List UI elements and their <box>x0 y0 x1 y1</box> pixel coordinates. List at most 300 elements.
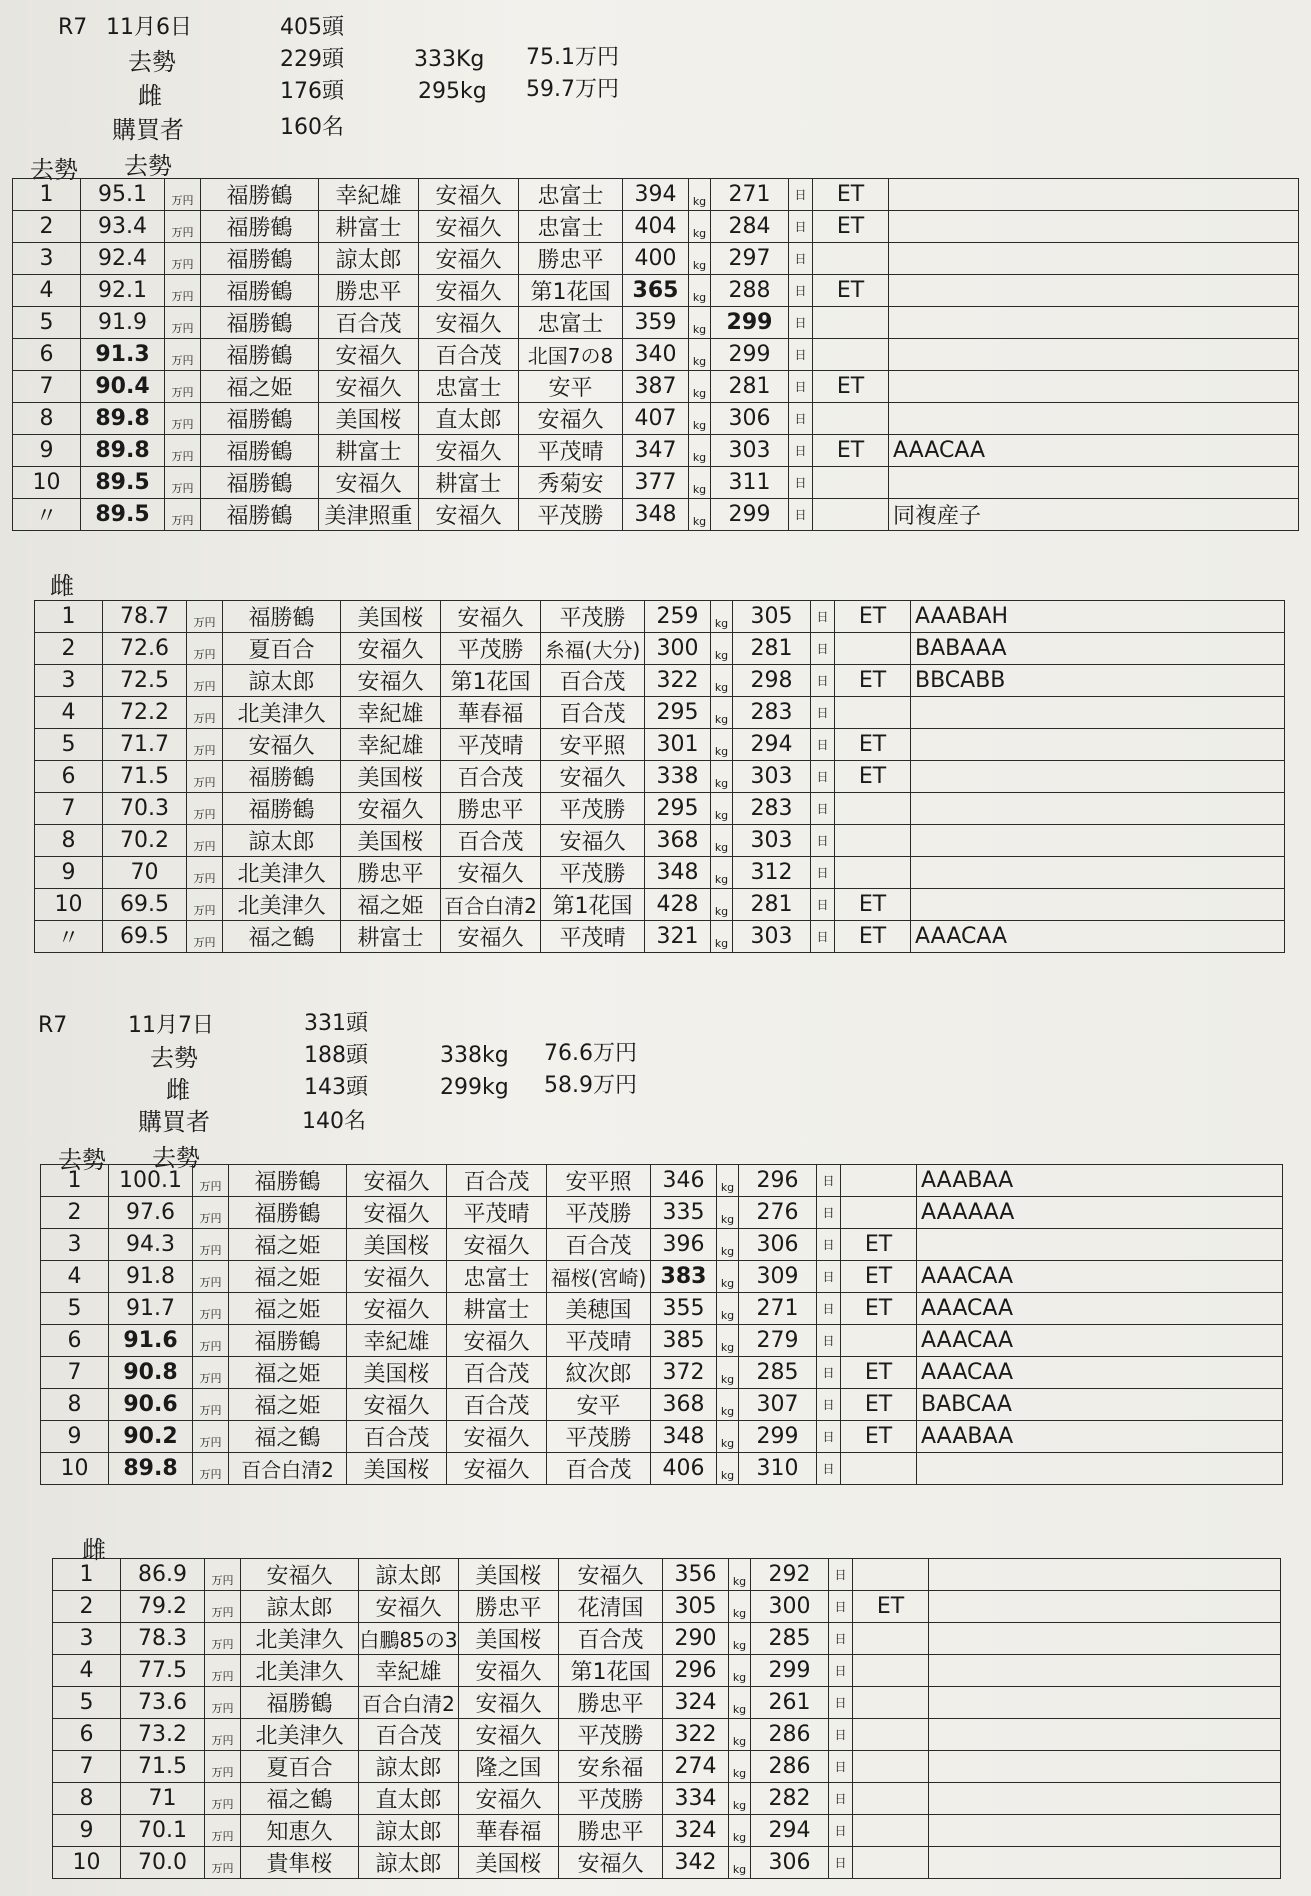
rank-cell: 6 <box>13 339 81 371</box>
price-cell: 70 <box>103 857 187 889</box>
rank-cell: 2 <box>53 1591 121 1623</box>
table-row <box>41 1325 1283 1357</box>
table-row <box>35 825 1285 857</box>
race-label: R7 <box>58 15 88 40</box>
grand-dam-sire-cell: 平茂晴 <box>447 1197 547 1229</box>
price-cell: 91.6 <box>109 1325 193 1357</box>
table-row <box>35 697 1285 729</box>
weight-cell: 348 <box>651 1421 717 1453</box>
age-days-cell: 284 <box>711 211 789 243</box>
rank-cell: 10 <box>53 1847 121 1879</box>
note-cell: AAACAA <box>917 1357 1283 1389</box>
et-cell: ET <box>835 665 911 697</box>
weight-cell: 300 <box>645 633 711 665</box>
age-days-cell: 261 <box>751 1687 829 1719</box>
rank-cell: 6 <box>53 1719 121 1751</box>
price-cell: 93.4 <box>81 211 165 243</box>
dam-sire-cell: 諒太郎 <box>359 1559 459 1591</box>
price-cell: 69.5 <box>103 889 187 921</box>
price-unit-cell: 万円 <box>187 697 223 729</box>
grand-dam-sire-cell: 美国桜 <box>459 1559 559 1591</box>
steer-avg-price: 75.1万円 <box>526 45 619 70</box>
note-cell: BABCAA <box>917 1389 1283 1421</box>
et-cell: ET <box>841 1421 917 1453</box>
price-cell: 100.1 <box>109 1165 193 1197</box>
day-unit-cell: 日 <box>829 1719 853 1751</box>
weight-cell: 359 <box>623 307 689 339</box>
sire-cell: 夏百合 <box>241 1751 359 1783</box>
age-days-cell: 312 <box>733 857 811 889</box>
et-cell <box>853 1847 929 1879</box>
dam-sire-cell: 耕富士 <box>341 921 441 953</box>
weight-unit-cell: kg <box>689 371 711 403</box>
great-grand-dam-sire-cell: 北国7の8 <box>519 339 623 371</box>
sire-cell: 福勝鶴 <box>201 435 319 467</box>
note-cell <box>889 339 1299 371</box>
et-cell: ET <box>813 211 889 243</box>
day-unit-cell: 日 <box>811 601 835 633</box>
great-grand-dam-sire-cell: 平茂勝 <box>541 601 645 633</box>
grand-dam-sire-cell: 第1花国 <box>441 665 541 697</box>
age-days-cell: 306 <box>739 1229 817 1261</box>
dam-sire-cell: 美国桜 <box>341 601 441 633</box>
weight-cell: 321 <box>645 921 711 953</box>
grand-dam-sire-cell: 安福久 <box>447 1325 547 1357</box>
sire-cell: 福之鶴 <box>241 1783 359 1815</box>
table-row <box>13 403 1299 435</box>
great-grand-dam-sire-cell: 勝忠平 <box>519 243 623 275</box>
steer-avg-weight: 333Kg <box>414 47 485 72</box>
price-cell: 70.0 <box>121 1847 205 1879</box>
dam-sire-cell: 諒太郎 <box>359 1815 459 1847</box>
sire-cell: 福勝鶴 <box>241 1687 359 1719</box>
price-cell: 72.5 <box>103 665 187 697</box>
day-unit-cell: 日 <box>811 633 835 665</box>
sire-cell: 諒太郎 <box>223 825 341 857</box>
note-cell <box>929 1815 1281 1847</box>
heifer-avg-weight: 295kg <box>418 79 487 104</box>
age-days-cell: 283 <box>733 697 811 729</box>
table-row <box>41 1165 1283 1197</box>
great-grand-dam-sire-cell: 糸福(大分) <box>541 633 645 665</box>
table-row <box>53 1623 1281 1655</box>
grand-dam-sire-cell: 安福久 <box>441 601 541 633</box>
age-days-cell: 285 <box>739 1357 817 1389</box>
day-unit-cell: 日 <box>811 729 835 761</box>
price-cell: 79.2 <box>121 1591 205 1623</box>
rank-cell: 4 <box>13 275 81 307</box>
price-cell: 71.5 <box>103 761 187 793</box>
grand-dam-sire-cell: 百合茂 <box>447 1389 547 1421</box>
note-cell <box>911 761 1285 793</box>
rank-cell: 1 <box>53 1559 121 1591</box>
rank-cell: 9 <box>41 1421 109 1453</box>
rank-cell: 3 <box>53 1623 121 1655</box>
day-unit-cell: 日 <box>817 1453 841 1485</box>
table-row <box>13 499 1299 531</box>
et-cell <box>853 1655 929 1687</box>
weight-unit-cell: kg <box>729 1591 751 1623</box>
note-cell <box>889 467 1299 499</box>
heifer-avg-weight: 299kg <box>440 1075 509 1100</box>
great-grand-dam-sire-cell: 安平 <box>547 1389 651 1421</box>
day-unit-cell: 日 <box>789 371 813 403</box>
age-days-cell: 271 <box>711 179 789 211</box>
rank-cell: 1 <box>41 1165 109 1197</box>
note-cell <box>929 1783 1281 1815</box>
price-cell: 91.7 <box>109 1293 193 1325</box>
total-head: 331頭 <box>304 1011 368 1036</box>
age-days-cell: 288 <box>711 275 789 307</box>
day-unit-cell: 日 <box>817 1229 841 1261</box>
price-unit-cell: 万円 <box>205 1751 241 1783</box>
weight-unit-cell: kg <box>711 761 733 793</box>
day-unit-cell: 日 <box>789 403 813 435</box>
day-unit-cell: 日 <box>811 761 835 793</box>
weight-unit-cell: kg <box>729 1687 751 1719</box>
rank-cell: 7 <box>41 1357 109 1389</box>
steer-group-header: 去勢 <box>58 1146 106 1174</box>
steer-group-header: 去勢 <box>30 156 78 184</box>
steer-avg-price: 76.6万円 <box>544 1041 637 1066</box>
dam-sire-cell: 安福久 <box>347 1197 447 1229</box>
weight-unit-cell: kg <box>711 665 733 697</box>
et-cell <box>835 825 911 857</box>
weight-unit-cell: kg <box>711 729 733 761</box>
weight-unit-cell: kg <box>717 1229 739 1261</box>
table-row <box>53 1591 1281 1623</box>
weight-cell: 346 <box>651 1165 717 1197</box>
weight-cell: 385 <box>651 1325 717 1357</box>
sire-cell: 諒太郎 <box>223 665 341 697</box>
table-row <box>41 1197 1283 1229</box>
weight-cell: 348 <box>645 857 711 889</box>
table-row <box>13 243 1299 275</box>
age-days-cell: 286 <box>751 1751 829 1783</box>
weight-cell: 295 <box>645 697 711 729</box>
sire-cell: 福之姫 <box>229 1229 347 1261</box>
weight-unit-cell: kg <box>717 1357 739 1389</box>
et-cell <box>841 1453 917 1485</box>
grand-dam-sire-cell: 安福久 <box>419 243 519 275</box>
price-unit-cell: 万円 <box>193 1453 229 1485</box>
sire-cell: 福勝鶴 <box>229 1165 347 1197</box>
grand-dam-sire-cell: 百合茂 <box>419 339 519 371</box>
et-cell <box>835 793 911 825</box>
great-grand-dam-sire-cell: 平茂勝 <box>547 1197 651 1229</box>
great-grand-dam-sire-cell: 安福久 <box>559 1847 663 1879</box>
weight-unit-cell: kg <box>729 1655 751 1687</box>
sire-cell: 北美津久 <box>223 889 341 921</box>
dam-sire-cell: 諒太郎 <box>359 1847 459 1879</box>
sire-cell: 福之姫 <box>229 1293 347 1325</box>
table-row <box>53 1815 1281 1847</box>
price-unit-cell: 万円 <box>165 371 201 403</box>
sire-cell: 福之姫 <box>201 371 319 403</box>
note-cell: 同複産子 <box>889 499 1299 531</box>
weight-unit-cell: kg <box>689 339 711 371</box>
age-days-cell: 299 <box>739 1421 817 1453</box>
weight-cell: 305 <box>663 1591 729 1623</box>
weight-cell: 407 <box>623 403 689 435</box>
heifer-count: 143頭 <box>304 1075 368 1100</box>
table-row <box>53 1847 1281 1879</box>
et-cell <box>813 403 889 435</box>
table-row <box>35 665 1285 697</box>
steer-label: 去勢 <box>128 48 176 76</box>
weight-cell: 301 <box>645 729 711 761</box>
note-cell <box>929 1751 1281 1783</box>
note-cell <box>889 307 1299 339</box>
weight-unit-cell: kg <box>717 1197 739 1229</box>
table-row <box>35 793 1285 825</box>
great-grand-dam-sire-cell: 花清国 <box>559 1591 663 1623</box>
weight-cell: 322 <box>663 1719 729 1751</box>
heifer-ranking-table <box>52 1558 1281 1879</box>
price-unit-cell: 万円 <box>205 1591 241 1623</box>
age-days-cell: 283 <box>733 793 811 825</box>
day-unit-cell: 日 <box>817 1357 841 1389</box>
weight-cell: 324 <box>663 1815 729 1847</box>
weight-unit-cell: kg <box>729 1783 751 1815</box>
note-cell <box>929 1655 1281 1687</box>
rank-cell: 5 <box>35 729 103 761</box>
great-grand-dam-sire-cell: 平茂勝 <box>541 793 645 825</box>
great-grand-dam-sire-cell: 秀菊安 <box>519 467 623 499</box>
great-grand-dam-sire-cell: 勝忠平 <box>559 1687 663 1719</box>
table-row <box>35 889 1285 921</box>
et-cell <box>835 857 911 889</box>
rank-cell: 1 <box>35 601 103 633</box>
weight-cell: 377 <box>623 467 689 499</box>
sire-cell: 福勝鶴 <box>229 1325 347 1357</box>
age-days-cell: 281 <box>711 371 789 403</box>
great-grand-dam-sire-cell: 平茂晴 <box>541 921 645 953</box>
weight-unit-cell: kg <box>711 697 733 729</box>
dam-sire-cell: 安福久 <box>319 339 419 371</box>
grand-dam-sire-cell: 勝忠平 <box>459 1591 559 1623</box>
price-cell: 90.6 <box>109 1389 193 1421</box>
day-unit-cell: 日 <box>817 1421 841 1453</box>
price-unit-cell: 万円 <box>193 1293 229 1325</box>
day-unit-cell: 日 <box>789 275 813 307</box>
grand-dam-sire-cell: 安福久 <box>419 499 519 531</box>
rank-cell: 10 <box>41 1453 109 1485</box>
sire-cell: 知恵久 <box>241 1815 359 1847</box>
day-unit-cell: 日 <box>817 1261 841 1293</box>
weight-cell: 295 <box>645 793 711 825</box>
great-grand-dam-sire-cell: 百合茂 <box>547 1229 651 1261</box>
grand-dam-sire-cell: 安福久 <box>441 921 541 953</box>
note-cell: AAACAA <box>917 1325 1283 1357</box>
weight-cell: 383 <box>651 1261 717 1293</box>
price-unit-cell: 万円 <box>187 889 223 921</box>
weight-unit-cell: kg <box>717 1165 739 1197</box>
price-cell: 70.2 <box>103 825 187 857</box>
table-row <box>41 1389 1283 1421</box>
rank-cell: 5 <box>41 1293 109 1325</box>
sire-cell: 安福久 <box>241 1559 359 1591</box>
dam-sire-cell: 美国桜 <box>347 1453 447 1485</box>
dam-sire-cell: 百合茂 <box>347 1421 447 1453</box>
table-row <box>53 1655 1281 1687</box>
great-grand-dam-sire-cell: 第1花国 <box>541 889 645 921</box>
day-unit-cell: 日 <box>829 1559 853 1591</box>
age-days-cell: 303 <box>733 825 811 857</box>
day-unit-cell: 日 <box>789 435 813 467</box>
note-cell <box>929 1687 1281 1719</box>
rank-cell: 4 <box>53 1655 121 1687</box>
day-unit-cell: 日 <box>817 1197 841 1229</box>
price-cell: 89.5 <box>81 467 165 499</box>
weight-unit-cell: kg <box>689 275 711 307</box>
price-unit-cell: 万円 <box>165 403 201 435</box>
table-row <box>41 1261 1283 1293</box>
price-unit-cell: 万円 <box>193 1325 229 1357</box>
dam-sire-cell: 勝忠平 <box>341 857 441 889</box>
weight-unit-cell: kg <box>717 1389 739 1421</box>
rank-cell: 4 <box>41 1261 109 1293</box>
dam-sire-cell: 安福久 <box>359 1591 459 1623</box>
age-days-cell: 306 <box>711 403 789 435</box>
great-grand-dam-sire-cell: 紋次郎 <box>547 1357 651 1389</box>
weight-cell: 404 <box>623 211 689 243</box>
grand-dam-sire-cell: 耕富士 <box>447 1293 547 1325</box>
table-row <box>13 307 1299 339</box>
price-cell: 97.6 <box>109 1197 193 1229</box>
price-unit-cell: 万円 <box>193 1357 229 1389</box>
grand-dam-sire-cell: 平茂勝 <box>441 633 541 665</box>
et-cell: ET <box>841 1389 917 1421</box>
weight-cell: 296 <box>663 1655 729 1687</box>
steer-group-header: 去勢 <box>152 1144 200 1172</box>
price-unit-cell: 万円 <box>205 1815 241 1847</box>
heifer-label: 雌 <box>138 82 162 110</box>
great-grand-dam-sire-cell: 安平照 <box>547 1165 651 1197</box>
rank-cell: 3 <box>13 243 81 275</box>
day-unit-cell: 日 <box>829 1815 853 1847</box>
grand-dam-sire-cell: 安福久 <box>419 211 519 243</box>
price-unit-cell: 万円 <box>165 211 201 243</box>
weight-cell: 428 <box>645 889 711 921</box>
age-days-cell: 299 <box>711 307 789 339</box>
price-cell: 92.4 <box>81 243 165 275</box>
great-grand-dam-sire-cell: 安平 <box>519 371 623 403</box>
great-grand-dam-sire-cell: 百合茂 <box>541 697 645 729</box>
sire-cell: 福勝鶴 <box>223 601 341 633</box>
rank-cell: 3 <box>35 665 103 697</box>
price-unit-cell: 万円 <box>165 339 201 371</box>
price-unit-cell: 万円 <box>205 1847 241 1879</box>
sire-cell: 福勝鶴 <box>201 275 319 307</box>
note-cell: AAACAA <box>889 435 1299 467</box>
weight-unit-cell: kg <box>717 1453 739 1485</box>
age-days-cell: 310 <box>739 1453 817 1485</box>
note-cell: AAACAA <box>917 1293 1283 1325</box>
dam-sire-cell: 百合茂 <box>359 1719 459 1751</box>
weight-unit-cell: kg <box>689 307 711 339</box>
grand-dam-sire-cell: 華春福 <box>459 1815 559 1847</box>
heifer-avg-price: 59.7万円 <box>526 77 619 102</box>
weight-unit-cell: kg <box>689 467 711 499</box>
dam-sire-cell: 美国桜 <box>319 403 419 435</box>
et-cell <box>835 633 911 665</box>
great-grand-dam-sire-cell: 平茂勝 <box>559 1783 663 1815</box>
price-unit-cell: 万円 <box>165 275 201 307</box>
age-days-cell: 292 <box>751 1559 829 1591</box>
great-grand-dam-sire-cell: 平茂勝 <box>541 857 645 889</box>
great-grand-dam-sire-cell: 第1花国 <box>559 1655 663 1687</box>
dam-sire-cell: 安福久 <box>347 1389 447 1421</box>
note-cell <box>929 1559 1281 1591</box>
note-cell <box>889 371 1299 403</box>
heifer-group-header: 雌 <box>50 572 74 600</box>
dam-sire-cell: 美国桜 <box>347 1229 447 1261</box>
et-cell: ET <box>835 761 911 793</box>
day-unit-cell: 日 <box>789 467 813 499</box>
price-cell: 95.1 <box>81 179 165 211</box>
age-days-cell: 303 <box>733 761 811 793</box>
price-unit-cell: 万円 <box>193 1229 229 1261</box>
day-unit-cell: 日 <box>811 825 835 857</box>
dam-sire-cell: 耕富士 <box>319 435 419 467</box>
day-unit-cell: 日 <box>811 921 835 953</box>
rank-cell: 2 <box>41 1197 109 1229</box>
price-unit-cell: 万円 <box>165 243 201 275</box>
weight-cell: 400 <box>623 243 689 275</box>
grand-dam-sire-cell: 安福久 <box>419 307 519 339</box>
et-cell <box>853 1687 929 1719</box>
et-cell: ET <box>813 275 889 307</box>
sale-date: 11月7日 <box>128 1013 214 1038</box>
age-days-cell: 281 <box>733 889 811 921</box>
note-cell <box>911 825 1285 857</box>
weight-cell: 338 <box>645 761 711 793</box>
dam-sire-cell: 諒太郎 <box>359 1751 459 1783</box>
dam-sire-cell: 美津照重 <box>319 499 419 531</box>
weight-cell: 368 <box>651 1389 717 1421</box>
grand-dam-sire-cell: 美国桜 <box>459 1623 559 1655</box>
great-grand-dam-sire-cell: 福桜(宮崎) <box>547 1261 651 1293</box>
great-grand-dam-sire-cell: 忠富士 <box>519 307 623 339</box>
price-cell: 89.8 <box>81 403 165 435</box>
buyers-label: 購買者 <box>138 1108 210 1136</box>
dam-sire-cell: 美国桜 <box>341 761 441 793</box>
table-row <box>35 857 1285 889</box>
et-cell <box>853 1719 929 1751</box>
weight-unit-cell: kg <box>711 601 733 633</box>
dam-sire-cell: 安福久 <box>347 1261 447 1293</box>
price-cell: 73.6 <box>121 1687 205 1719</box>
price-cell: 94.3 <box>109 1229 193 1261</box>
grand-dam-sire-cell: 耕富士 <box>419 467 519 499</box>
table-row <box>35 601 1285 633</box>
table-row <box>53 1719 1281 1751</box>
great-grand-dam-sire-cell: 勝忠平 <box>559 1815 663 1847</box>
price-cell: 71.7 <box>103 729 187 761</box>
day-unit-cell: 日 <box>817 1165 841 1197</box>
price-unit-cell: 万円 <box>205 1623 241 1655</box>
age-days-cell: 281 <box>733 633 811 665</box>
weight-unit-cell: kg <box>711 857 733 889</box>
grand-dam-sire-cell: 百合白清2 <box>441 889 541 921</box>
note-cell: AAACAA <box>917 1261 1283 1293</box>
steer-avg-weight: 338kg <box>440 1043 509 1068</box>
sire-cell: 福勝鶴 <box>201 211 319 243</box>
great-grand-dam-sire-cell: 美穂国 <box>547 1293 651 1325</box>
weight-unit-cell: kg <box>717 1293 739 1325</box>
sire-cell: 福之姫 <box>229 1261 347 1293</box>
